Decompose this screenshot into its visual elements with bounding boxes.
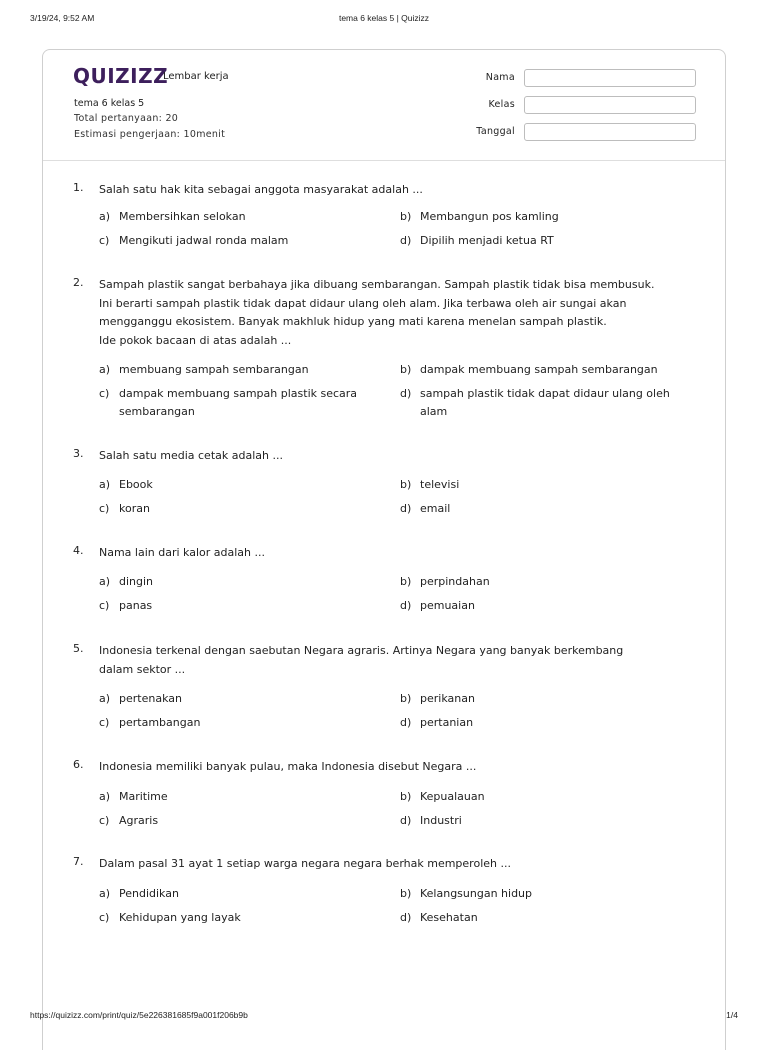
question-number: 3. xyxy=(73,447,84,460)
quizizz-logo: QUIZIZZ xyxy=(73,64,169,88)
print-url[interactable]: https://quizizz.com/print/quiz/5e226381685f9a001f206b9b xyxy=(30,1010,248,1020)
question-line: Sampah plastik sangat berbahaya jika dibuang sembarangan. Sampah plastik tidak bisa membusuk. xyxy=(99,278,655,291)
kelas-field[interactable] xyxy=(524,96,696,114)
worksheet-header xyxy=(43,50,725,161)
tanggal-label: Tanggal xyxy=(476,126,515,137)
tanggal-field[interactable] xyxy=(524,123,696,141)
question-text xyxy=(99,642,699,679)
page-number: 1/4 xyxy=(726,1010,738,1020)
question-text: Indonesia memiliki banyak pulau, maka Indonesia disebut Negara ... xyxy=(99,760,477,773)
quiz-estimate: Estimasi pengerjaan: 10menit xyxy=(74,129,226,140)
question-6: 6. Indonesia memiliki banyak pulau, maka Indonesia disebut Negara ... a) Maritime b) Kepualauan c) Agraris d) Industri xyxy=(73,758,703,828)
question-number: 4. xyxy=(73,544,84,557)
question-number: 7. xyxy=(73,855,84,868)
question-2: 2. Sampah plastik sangat berbahaya jika dibuang sembarangan. Sampah plastik tidak bisa membusuk. Ini berarti sampah plastik tidak dapat didaur ulang oleh alam. Jika terbawa oleh air sungai akan mengganggu ekosistem. Banyak makhluk hidup yang mati karena menelan sampah plastik. Ide pokok bacaan di atas adalah ... a) membuang sampah sembarangan b) dampak membuang sampah sembarangan c) dampak membuang sampah plastik secara sembarangan d) sampah plastik tidak dapat didaur ulang oleh alam xyxy=(73,276,703,426)
question-line: mengganggu ekosistem. Banyak makhluk hidup yang mati karena menelan sampah plastik. xyxy=(99,315,607,328)
question-1: 1. Salah satu hak kita sebagai anggota masyarakat adalah ... a) Membersihkan selokan b) Membangun pos kamling c) Mengikuti jadwal ronda malam d) Dipilih menjadi ketua RT xyxy=(73,181,703,251)
question-7: 7. Dalam pasal 31 ayat 1 setiap warga negara negara berhak memperoleh ... a) Pendidikan b) Kelangsungan hidup c) Kehidupan yang layak d) Kesehatan xyxy=(73,855,703,925)
question-5: 5. Indonesia terkenal dengan saebutan Negara agraris. Artinya Negara yang banyak berkembang dalam sektor ... a) pertenakan b) perikanan c) pertambangan d) pertanian xyxy=(73,642,703,732)
question-line: dalam sektor ... xyxy=(99,662,186,676)
quiz-title: tema 6 kelas 5 xyxy=(74,98,145,109)
worksheet-label: Lembar kerja xyxy=(163,71,229,82)
worksheet xyxy=(42,49,726,1050)
question-line: Ide pokok bacaan di atas adalah ... xyxy=(99,333,292,347)
kelas-label: Kelas xyxy=(488,99,515,110)
question-text: Salah satu media cetak adalah ... xyxy=(99,449,283,462)
nama-label: Nama xyxy=(485,72,515,83)
question-text: Salah satu hak kita sebagai anggota masyarakat adalah ... xyxy=(99,183,423,196)
question-number: 6. xyxy=(73,758,84,771)
print-date: 3/19/24, 9:52 AM xyxy=(30,13,95,23)
question-number: 1. xyxy=(73,181,84,194)
question-text xyxy=(99,276,699,350)
quiz-total-questions: Total pertanyaan: 20 xyxy=(74,113,179,124)
question-line: Ini berarti sampah plastik tidak dapat didaur ulang oleh alam. Jika terbawa oleh air sungai akan xyxy=(99,296,627,310)
question-text: Dalam pasal 31 ayat 1 setiap warga negara negara berhak memperoleh ... xyxy=(99,857,511,870)
print-title: tema 6 kelas 5 | Quizizz xyxy=(338,13,430,23)
question-line: Indonesia terkenal dengan saebutan Negara agraris. Artinya Negara yang banyak berkembang xyxy=(99,644,624,657)
question-number: 5. xyxy=(73,642,84,655)
question-text: Nama lain dari kalor adalah ... xyxy=(99,546,265,559)
nama-field[interactable] xyxy=(524,69,696,87)
question-4: 4. Nama lain dari kalor adalah ... a) dingin b) perpindahan c) panas d) pemuaian xyxy=(73,544,703,614)
question-number: 2. xyxy=(73,276,84,289)
question-3: 3. Salah satu media cetak adalah ... a) Ebook b) televisi c) koran d) email xyxy=(73,447,703,517)
